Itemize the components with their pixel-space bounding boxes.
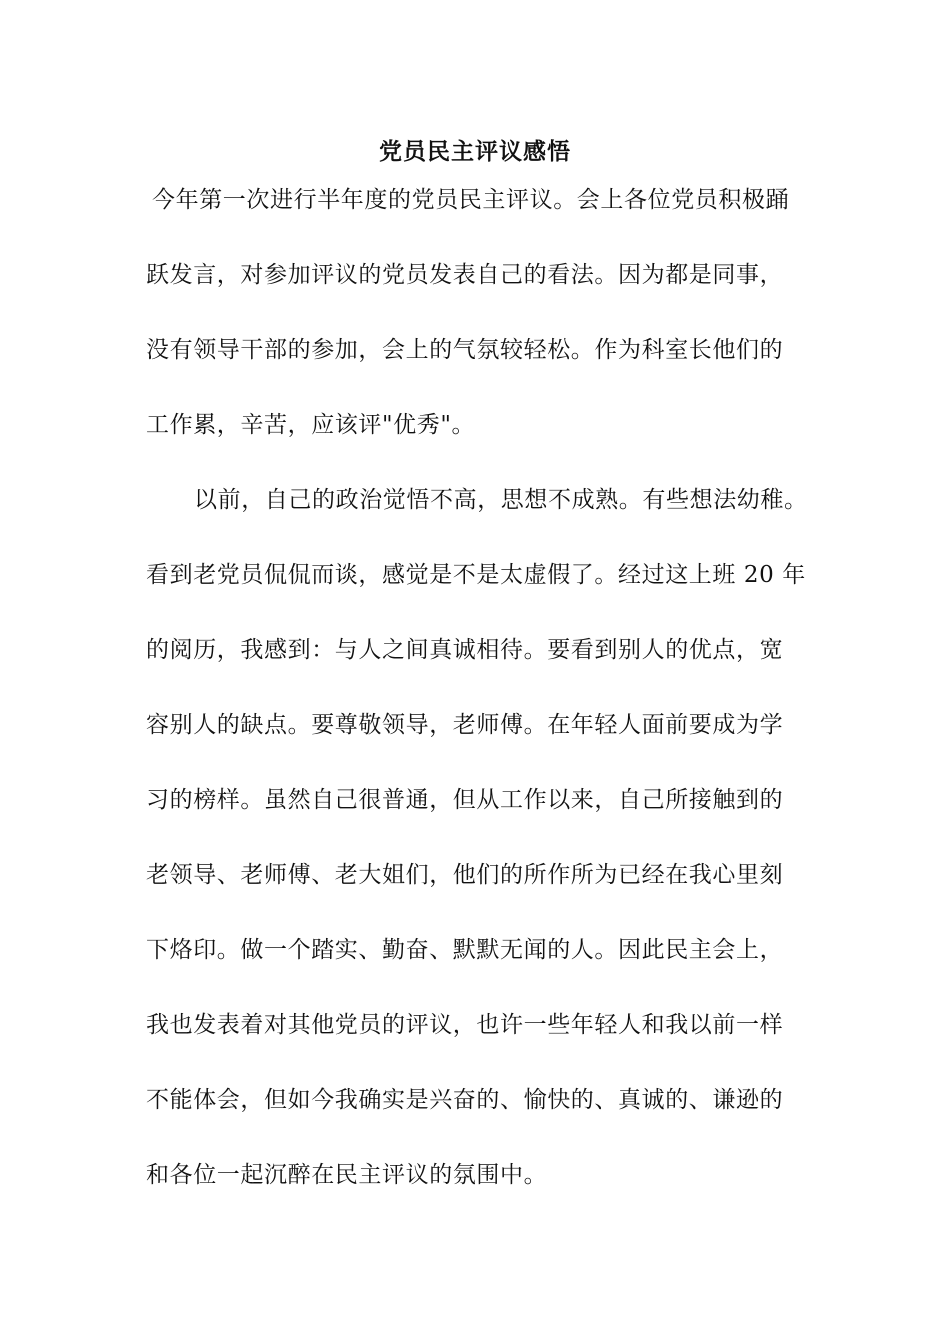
paragraph-1-line-3: 没有领导干部的参加，会上的气氛较轻松。作为科室长他们的 xyxy=(146,337,784,363)
paragraph-2-line-1: 以前，自己的政治觉悟不高，思想不成熟。有些想法幼稚。 xyxy=(194,487,808,513)
paragraph-2-line-4: 容别人的缺点。要尊敬领导，老师傅。在年轻人面前要成为学 xyxy=(146,712,784,738)
paragraph-2-line-8: 我也发表着对其他党员的评议，也许一些年轻人和我以前一样 xyxy=(146,1012,784,1038)
paragraph-2-line-5: 习的榜样。虽然自己很普通，但从工作以来，自己所接触到的 xyxy=(146,787,784,813)
paragraph-2-line-7: 下烙印。做一个踏实、勤奋、默默无闻的人。因此民主会上， xyxy=(146,937,784,963)
paragraph-1-line-2: 跃发言，对参加评议的党员发表自己的看法。因为都是同事， xyxy=(146,262,784,288)
paragraph-2-line-9: 不能体会，但如今我确实是兴奋的、愉快的、真诚的、谦逊的 xyxy=(146,1087,784,1113)
paragraph-1-line-1: 今年第一次进行半年度的党员民主评议。会上各位党员积极踊 xyxy=(152,187,790,213)
paragraph-2-line-6: 老领导、老师傅、老大姐们，他们的所作所为已经在我心里刻 xyxy=(146,862,784,888)
page-title: 党员民主评议感悟 xyxy=(379,138,571,165)
paragraph-2-line-3: 的阅历，我感到：与人之间真诚相待。要看到别人的优点，宽 xyxy=(146,637,784,663)
paragraph-2-line-10: 和各位一起沉醉在民主评议的氛围中。 xyxy=(146,1162,548,1188)
paragraph-2-line-2: 看到老党员侃侃而谈，感觉是不是太虚假了。经过这上班 20 年 xyxy=(146,562,806,588)
paragraph-1-line-4: 工作累，辛苦，应该评"优秀"。 xyxy=(146,412,476,438)
